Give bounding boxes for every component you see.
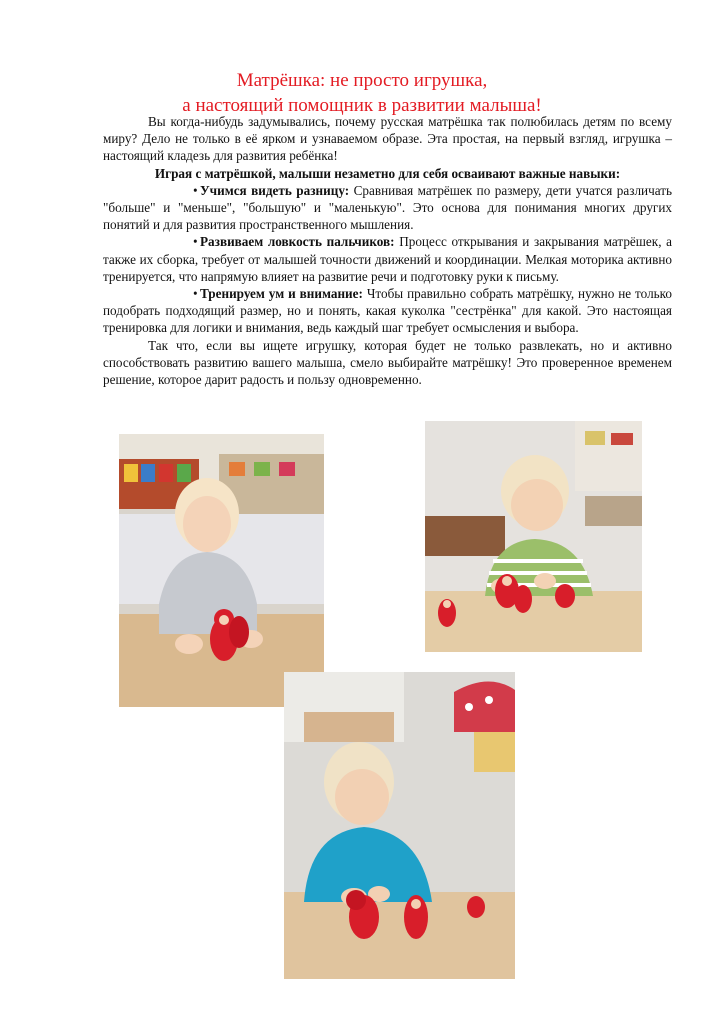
photo-illustration (425, 421, 642, 652)
intro-paragraph: Вы когда-нибудь задумывались, почему русская матрёшка так полюбилась детям по всему миру? Дело не только в её ярком и узнаваемом образе. Эта простая, на первый взгляд, игрушка – настоящий кладезь для развития ребёнка! (103, 114, 672, 164)
bullet-text: Процесс открывания и закрывания матрёшек, а также их сборка, требует от малышей точности движений и координации. Мелкая моторика активно тренируется, что напрямую влияет на развитие речи и подготовку руки к письму. (103, 234, 672, 284)
bullet-text: Чтобы правильно собрать матрёшку, нужно не только подобрать подходящий размер, но и понять, какая куколка "сестрёнка" для какой. Это настоящая тренировка для логики и внимания, ведь каждый шаг требует осмысления и выбора. (103, 286, 672, 336)
boy-blue-shirt-matryoshka-photo (284, 672, 515, 979)
bullet-symbol: • (193, 286, 198, 302)
title-line-1: Матрёшка: не просто игрушка, (236, 70, 488, 91)
bullet-lead: Развиваем ловкость пальчиков: (200, 234, 395, 250)
article-body (103, 113, 672, 388)
bullet-lead: Тренируем ум и внимание: (200, 286, 363, 302)
bullet-item (103, 233, 672, 285)
photo-illustration (284, 672, 515, 979)
page-title (0, 68, 724, 118)
skills-heading: Играя с матрёшкой, малыши незаметно для себя осваивают важные навыки: (154, 165, 621, 181)
bullet-symbol: • (193, 234, 198, 250)
bullet-symbol: • (193, 182, 198, 198)
bullet-item (103, 285, 672, 337)
title-line-2: а настоящий помощник в развитии малыша! (182, 95, 542, 116)
bullet-text: Сравнивая матрёшек по размеру, дети учатся различать "больше" и "меньше", "большую" и "маленькую". Это основа для понимания многих других понятий и для развития пространственного мышления. (103, 182, 672, 233)
conclusion-paragraph: Так что, если вы ищете игрушку, которая будет не только развлекать, но и активно способствовать развитию вашего малыша, смело выбирайте матрёшку! Это проверенное временем решение, которое дарит радость и пользу одновременно. (103, 337, 672, 388)
girl-with-matryoshka-photo (119, 434, 324, 707)
boy-striped-shirt-matryoshka-photo (425, 421, 642, 652)
bullet-lead: Учимся видеть разницу: (200, 182, 350, 198)
photo-illustration (119, 434, 324, 707)
bullet-item (103, 182, 672, 234)
